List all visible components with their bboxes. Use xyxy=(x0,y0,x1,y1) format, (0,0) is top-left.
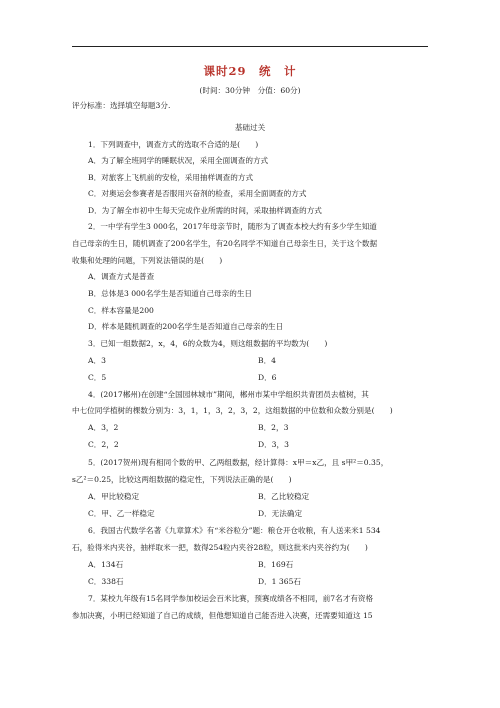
q2-option-d: D．样本是随机调查的200名学生是否知道自己母亲的生日 xyxy=(88,322,284,331)
q6-stem-line2: 石，验得米内夹谷，抽样取米一把，数得254粒内夹谷28粒，则这批米内夹谷约为( ) xyxy=(72,543,368,552)
q7-stem-line1: 7．某校九年级有15名同学参加校运会百米比赛，预赛成绩各不相同，前7名才有资格 xyxy=(88,594,374,603)
q1-option-c: C．对奥运会参赛者是否服用兴奋剂的检查，采用全面调查的方式 xyxy=(88,189,307,198)
q2-stem-line1: 2．一中学有学生3 000名，2017年母亲节时，随形为了调查本校大约有多少学生知道 xyxy=(88,222,377,231)
q5-option-a: A．甲比较稳定 xyxy=(88,492,140,501)
q4-stem-line1: 4．(2017郴州)在创建“全国园林城市”期间，郴州市某中学组织共青团员去植树，其 xyxy=(88,390,369,399)
q3-option-c: C．5 xyxy=(88,373,107,382)
q2-stem-line2: 自己母亲的生日，随机调查了200名学生，有20名同学不知道自己母亲生日，关于这个数据 xyxy=(72,239,378,248)
q5-stem-line2: s乙²＝0.25，比较这两组数据的稳定性，下列说法正确的是( ) xyxy=(72,475,292,484)
q6-option-a: A．134石 xyxy=(88,560,124,569)
time-score-info: (时间：30分钟 分值：60分) xyxy=(199,86,301,95)
q4-option-c: C．2，2 xyxy=(88,440,119,449)
q4-option-b: B．2，3 xyxy=(258,423,289,432)
q7-stem-line2: 参加决赛，小明已经知道了自己的成绩，但他想知道自己能否进入决赛，还需要知道这 15 xyxy=(72,611,373,620)
header-rule xyxy=(72,46,428,47)
q3-option-d: D．6 xyxy=(258,373,277,382)
q3-option-a: A．3 xyxy=(88,356,106,365)
q2-stem-line3: 收集和处理的问题，下列说法错误的是( ) xyxy=(72,256,223,265)
q1-stem: 1．下列调查中，调查方式的选取不合适的是( ) xyxy=(88,140,259,149)
q3-stem: 3．已知一组数据2，x，4，6的众数为4，则这组数据的平均数为( ) xyxy=(88,339,328,348)
section-heading: 基础过关 xyxy=(234,123,266,132)
q2-option-c: C．样本容量是200 xyxy=(88,306,154,315)
q5-option-d: D．无法确定 xyxy=(258,509,303,518)
q1-option-a: A．为了解全班同学的睡眠状况，采用全面调查的方式 xyxy=(88,156,269,165)
q1-option-b: B．对旅客上飞机前的安检，采用抽样调查的方式 xyxy=(88,173,254,182)
q6-option-c: C．338石 xyxy=(88,577,124,586)
q2-option-a: A．调查方式是普查 xyxy=(88,272,155,281)
q6-option-b: B．169石 xyxy=(258,560,294,569)
q4-option-d: D．3，3 xyxy=(258,440,289,449)
q5-stem-line1: 5．(2017贺州)现有相同个数的甲、乙两组数据，经计算得：x甲＝x乙，且 s甲²＝0.35， xyxy=(88,458,389,467)
q5-option-c: C．甲、乙一样稳定 xyxy=(88,509,155,518)
q3-option-b: B．4 xyxy=(258,356,277,365)
q6-stem-line1: 6．我国古代数学名著《九章算术》有“米谷粒分”题：粮仓开仓收粮，有人送来米1 534 xyxy=(88,526,381,535)
q5-option-b: B．乙比较稳定 xyxy=(258,492,310,501)
q6-option-d: D．1 365石 xyxy=(258,577,302,586)
page-title: 课时29 统 计 xyxy=(203,64,297,78)
q1-option-d: D．为了解全市初中生每天完成作业所需的时间，采取抽样调查的方式 xyxy=(88,206,322,215)
q2-option-b: B．总体是3 000名学生是否知道自己母亲的生日 xyxy=(88,289,253,298)
q4-option-a: A．3，2 xyxy=(88,423,119,432)
grading-standard: 评分标准：选择填空每题3分. xyxy=(72,101,171,110)
q4-stem-line2: 中七位同学植树的棵数分别为：3，1，1，3，2，3，2，这组数据的中位数和众数分别是( ) xyxy=(72,406,393,415)
